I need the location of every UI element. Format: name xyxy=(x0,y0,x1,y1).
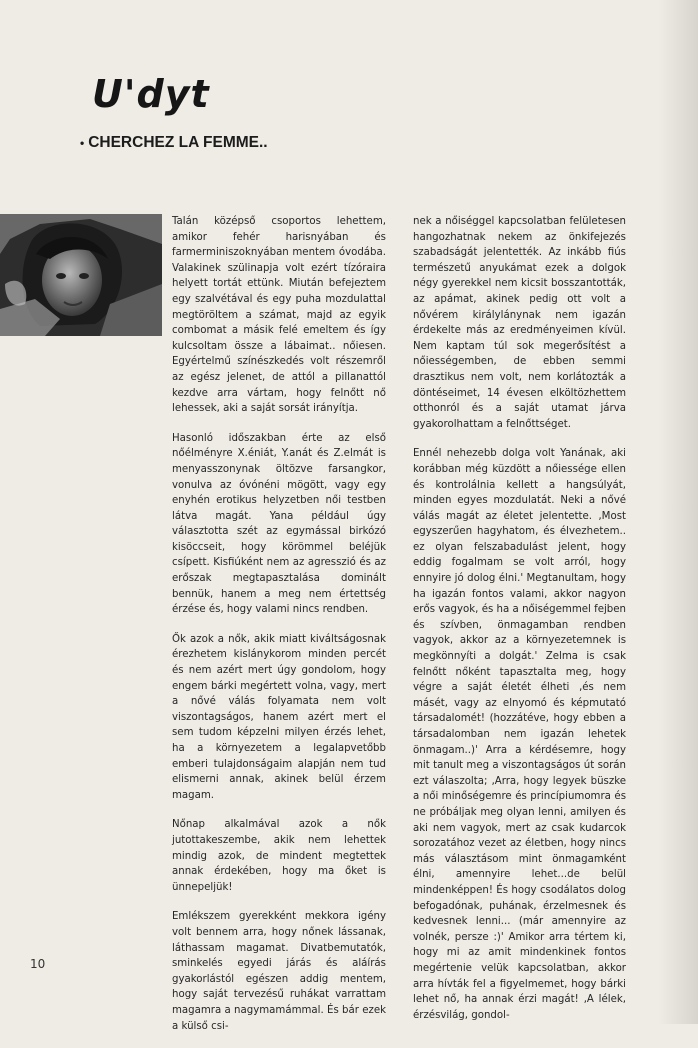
magazine-logo: U'dyt xyxy=(92,72,210,116)
child-portrait-icon xyxy=(0,214,162,336)
article-column-left xyxy=(172,214,386,1048)
page-edge-shadow xyxy=(658,0,698,1024)
paragraph: Nőnap alkalmával azok a nők jutottakeszembe, akik nem lehettek mindig azok, de mindent megtettek annak érdekében, hogy ma őket is ünnepeljük! xyxy=(172,819,386,893)
paragraph: nek a nőiséggel kapcsolatban felületesen hangozhatnak nekem az önkifejezés szabadságát jelentették. Az inkább fiús természetű anyukámat ezek a dolgok négy gyerekkel nem kicsit bosszantották, az apámat, akinek pedig ott volt a nővérem királylánynak nem igazán érdekelte más az eredményeimen kívül. Nem kaptam túl sok megerősítést a nőiességemben, de ebben semmi drasztikus nem volt, nem korlátozták a döntéseimet, 14 évesen elköltözhettem otthonról és a saját utamat járva gyakorolhattam a felnőttséget. xyxy=(413,216,626,430)
paragraph: Talán középső csoportos lehettem, amikor fehér harisnyában és farmerminiszoknyában mentem óvodába. Valakinek szülinapja volt ezért tízóraira helyett tortát ettünk. Miután befejeztem egy szalvétával és egy puha mozdulattal megtöröltem a számat, majd az egyik combomat a másik felé emeltem és így kulcsoltam össze a lábaimat.. nőiesen. Egyértelmű színészkedés volt részemről az egész jelenet, de attól a pillanattól kezdve arra vártam, hogy felnőtt nő lehessek, aki a saját sorsát irányítja. xyxy=(172,216,386,415)
headline-text: CHERCHEZ LA FEMME.. xyxy=(88,134,268,151)
paragraph: Emlékszem gyerekként mekkora igény volt bennem arra, hogy nőnek lássanak, láthassam magamat. Divatbemutatók, sminkelés egyedi járás és aláírás gyakorlástól egészen addig mentem, hogy saját tervezésű ruhákat varrattam magamra a nagymamámmal. És bár ezek a külső csi- xyxy=(172,911,386,1032)
article-column-right xyxy=(413,214,626,1037)
article-headline xyxy=(80,134,268,152)
paragraph: Ennél nehezebb dolga volt Yanának, aki korábban még küzdött a nőiessége ellen és kontrolálnia kellett a hangsúlyát, minden egyes mozdulatát. Neki a nővé válás magát az életet jelentette. ‚Most egyszerűen hagyhatom, és élvezhetem.. ez olyan felszabadulást jelent, hogy eddig fogalmam se volt arról, hogy ennyire jó dolog élni.' Megtanultam, hogy ha igazán fontos valami, akkor nagyon erős vagyok, és ha a nőiségemmel fejben és szívben, önmagamban rendben vagyok, akkor az a környezetemnek is megkönnyíti a dolgát.' Zelma is csak felnőtt nőként tapasztalta meg, hogy végre a saját életét élheti ‚és nem másét, vagy az elnyomó és képmutató társadalomét! (hozzátéve, hogy ebben a társadalomban nem igazán lehetek önmagam..)' Arra a kérdésemre, hogy mit tanult meg a viszontagságos út során ezt válaszolta; ‚Arra, hogy legyek büszke a női minőségemre és princípiumomra és ne próbáljak meg olyan lenni, amilyen és aki nem vagyok, mert az csak kudarcok sorozatához vezet az életben, hogy nincs más választásom mint önmagamként élni, amennyire lehet...de belül mindenképpen! És hogy csodálatos dolog befogadónak, puhának, érzelmesnek és kedvesnek lenni... (már amennyire az volnék, persze :)' Amikor arra tértem ki, hogy mi az amit mindenkinek fontos megértenie velük kapcsolatban, akkor arra hívták fel a figyelmemet, hogy bárki lehet nő, ha annak érzi magát! ‚A lélek, érzésvilág, gondol- xyxy=(413,448,626,1021)
paragraph: Ők azok a nők, akik miatt kiváltságosnak érezhetem kislánykorom minden percét és nem azért mert úgy gondolom, hogy engem bárki megértett volna, vagy, mert a nővé válás folyamata nem volt viszontagságos, hanem azért mert el sem tudom képzelni milyen érzés lehet, ha a környezetem a legalapvetőbb emberi tulajdonságaim alapján nem tud elismerni annak, akinek belül érzem magam. xyxy=(172,633,386,801)
paragraph: Hasonló időszakban érte az első nőélményre X.éniát, Y.anát és Z.elmát is menyasszonynak öltözve farsangkor, vonulva az óvónéni mögött, vagy egy enyhén erotikus helyzetben női testben látva magát. Yana például úgy választotta szét az egymással birkózó kisöccseit, hogy körömmel beléjük csípett. Kisfiúként nem az agresszió és az erőszak megtapasztalása dominált bennük, hanem a meg nem értettség érzése és, hogy valami nincs rendben. xyxy=(172,432,386,616)
page-number: 10 xyxy=(30,957,46,971)
child-portrait-photo xyxy=(0,214,162,336)
headline-bullet: • xyxy=(80,136,85,150)
